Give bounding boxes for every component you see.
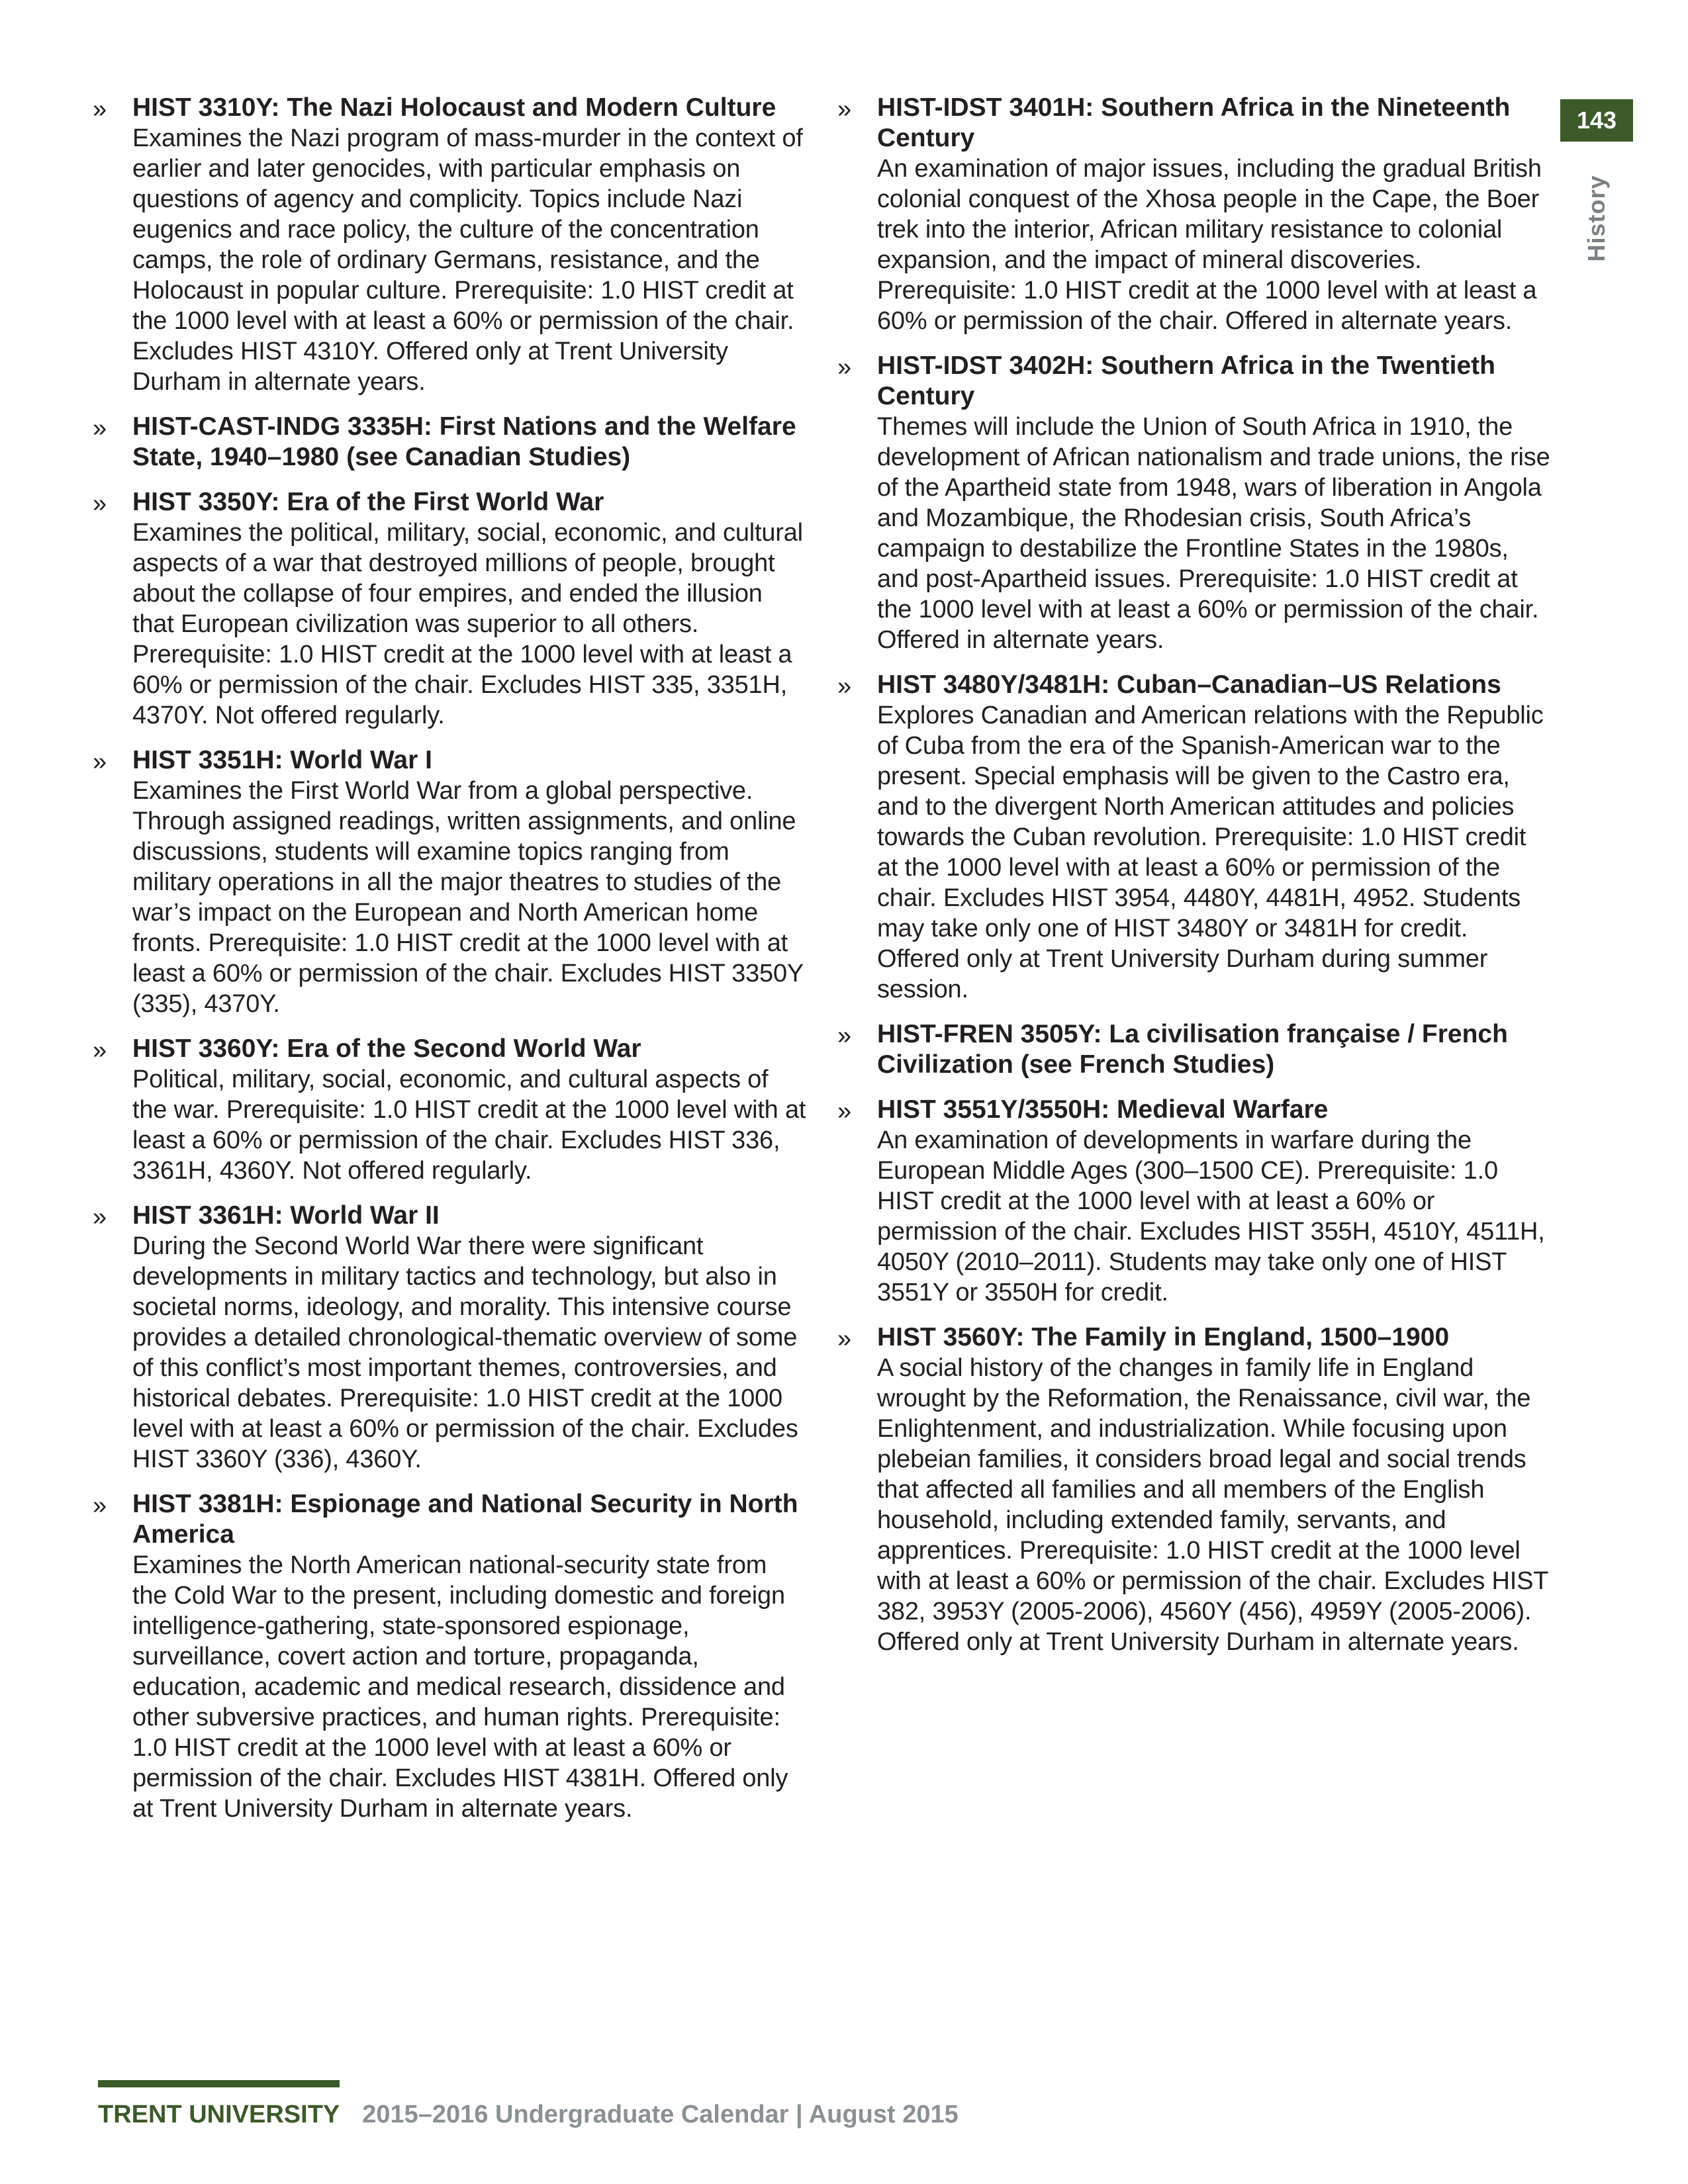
course-description: An examination of major issues, including the gradual British colonial conquest of the Xhosa people in the Cape, the Boer trek into the interior, African military resistance to colonial expansion, and the impact of mineral discoveries. Prerequisite: 1.0 HIST credit at the 1000 level with at least a 60% or permission of the chair. Offered in alternate years. (877, 155, 1542, 335)
course-entry (93, 93, 808, 397)
footer-rule (98, 2080, 340, 2087)
course-entry (837, 1019, 1552, 1080)
bullet-chevron-icon: » (93, 748, 107, 776)
right-column (837, 93, 1552, 1672)
course-title: HIST 3551Y/3550H: Medieval Warfare (877, 1095, 1329, 1124)
section-label: History (1583, 175, 1610, 262)
bullet-chevron-icon: » (837, 353, 852, 381)
course-description: During the Second World War there were significant developments in military tactics and technology, but also in societal norms, ideology, and morality. This intensive course provides a detailed chronological-thematic overview of some of this conflict’s most important themes, controversies, and historical debates. Prerequisite: 1.0 HIST credit at the 1000 level with at least a 60% or permission of the chair. Excludes HIST 3360Y (336), 4360Y. (132, 1232, 798, 1473)
page-number-badge: 143 (1560, 99, 1633, 142)
course-description: Themes will include the Union of South Africa in 1910, the development of African nationalism and trade unions, the rise of the Apartheid state from 1948, wars of liberation in Angola and Mozambique, the Rhodesian crisis, South Africa’s campaign to destabilize the Frontline States in the 1980s, and post-Apartheid issues. Prerequisite: 1.0 HIST credit at the 1000 level with at least a 60% or permission of the chair. Offered in alternate years. (877, 413, 1550, 654)
course-title: HIST-IDST 3401H: Southern Africa in the Nineteenth Century (877, 93, 1511, 152)
footer-calendar: 2015–2016 Undergraduate Calendar | August 2015 (362, 2101, 959, 2128)
course-title: HIST 3310Y: The Nazi Holocaust and Modern Culture (132, 93, 776, 122)
course-entry (837, 351, 1552, 655)
course-title: HIST-CAST-INDG 3335H: First Nations and the Welfare State, 1940–1980 (see Canadian Studies) (132, 412, 796, 471)
bullet-chevron-icon: » (93, 414, 107, 442)
course-description: Examines the North American national-security state from the Cold War to the present, including domestic and foreign intelligence-gathering, state-sponsored espionage, surveillance, covert action and torture, propaganda, education, academic and medical research, dissidence and other subversive practices, and human rights. Prerequisite: 1.0 HIST credit at the 1000 level with at least a 60% or permission of the chair. Excludes HIST 4381H. Offered only at Trent University Durham in alternate years. (132, 1551, 788, 1823)
bullet-chevron-icon: » (837, 1325, 852, 1353)
course-description: A social history of the changes in family life in England wrought by the Reformation, the Renaissance, civil war, the Enlightenment, and industrialization. While focusing upon plebeian families, it considers broad legal and social trends that affected all families and all members of the English household, including extended family, servants, and apprentices. Prerequisite: 1.0 HIST credit at the 1000 level with at least a 60% or permission of the chair. Excludes HIST 382, 3953Y (2005-2006), 4560Y (456), 4959Y (2005-2006). Offered only at Trent University Durham in alternate years. (877, 1354, 1548, 1656)
bullet-chevron-icon: » (93, 1203, 107, 1231)
course-title: HIST-FREN 3505Y: La civilisation française / French Civilization (see French Studies) (877, 1020, 1508, 1079)
course-title: HIST 3350Y: Era of the First World War (132, 488, 604, 516)
course-entry (837, 1322, 1552, 1657)
course-entry (837, 1095, 1552, 1308)
course-entry (93, 1201, 808, 1475)
course-entry (93, 487, 808, 731)
bullet-chevron-icon: » (93, 1492, 107, 1520)
bullet-chevron-icon: » (93, 1036, 107, 1064)
course-description: Examines the First World War from a global perspective. Through assigned readings, written assignments, and online discussions, students will examine topics ranging from military operations in all the major theatres to studies of the war’s impact on the European and North American home fronts. Prerequisite: 1.0 HIST credit at the 1000 level with at least a 60% or permission of the chair. Excludes HIST 3350Y (335), 4370Y. (132, 777, 804, 1018)
bullet-chevron-icon: » (837, 1022, 852, 1050)
course-entry (93, 1034, 808, 1186)
footer-university: TRENT UNIVERSITY (98, 2101, 340, 2128)
footer (98, 2098, 959, 2131)
bullet-chevron-icon: » (93, 490, 107, 518)
course-title: HIST 3351H: World War I (132, 746, 432, 774)
course-title: HIST 3560Y: The Family in England, 1500–1900 (877, 1323, 1450, 1351)
left-column (93, 93, 808, 1839)
bullet-chevron-icon: » (837, 1097, 852, 1125)
course-entry (93, 745, 808, 1019)
course-title: HIST 3361H: World War II (132, 1201, 440, 1230)
course-description: Examines the political, military, social, economic, and cultural aspects of a war that destroyed millions of people, brought about the collapse of four empires, and ended the illusion that European civilization was superior to all others. Prerequisite: 1.0 HIST credit at the 1000 level with at least a 60% or permission of the chair. Excludes HIST 335, 3351H, 4370Y. Not offered regularly. (132, 519, 803, 729)
course-description: Examines the Nazi program of mass-murder in the context of earlier and later genocides, with particular emphasis on questions of agency and complicity. Topics include Nazi eugenics and race policy, the culture of the concentration camps, the role of ordinary Germans, resistance, and the Holocaust in popular culture. Prerequisite: 1.0 HIST credit at the 1000 level with at least a 60% or permission of the chair. Excludes HIST 4310Y. Offered only at Trent University Durham in alternate years. (132, 124, 803, 396)
course-entry (837, 670, 1552, 1005)
course-description: Political, military, social, economic, and cultural aspects of the war. Prerequisite: 1.0 HIST credit at the 1000 level with at least a 60% or permission of the chair. Excludes HIST 336, 3361H, 4360Y. Not offered regularly. (132, 1066, 806, 1185)
course-title: HIST 3480Y/3481H: Cuban–Canadian–US Relations (877, 670, 1501, 699)
bullet-chevron-icon: » (837, 672, 852, 700)
course-entry (93, 1489, 808, 1824)
course-description: An examination of developments in warfare during the European Middle Ages (300–1500 CE). Prerequisite: 1.0 HIST credit at the 1000 level with at least a 60% or permission of the chair. Excludes HIST 355H, 4510Y, 4511H, 4050Y (2010–2011). Students may take only one of HIST 3551Y or 3550H for credit. (877, 1126, 1545, 1306)
course-title: HIST 3360Y: Era of the Second World War (132, 1034, 641, 1063)
course-title: HIST 3381H: Espionage and National Security in North America (132, 1490, 798, 1549)
course-description: Explores Canadian and American relations with the Republic of Cuba from the era of the Spanish-American war to the present. Special emphasis will be given to the Castro era, and to the divergent North American attitudes and policies towards the Cuban revolution. Prerequisite: 1.0 HIST credit at the 1000 level with at least a 60% or permission of the chair. Excludes HIST 3954, 4480Y, 4481H, 4952. Students may take only one of HIST 3480Y or 3481H for credit. Offered only at Trent University Durham during summer session. (877, 702, 1544, 1003)
bullet-chevron-icon: » (837, 95, 852, 123)
course-entry (93, 412, 808, 473)
course-entry (837, 93, 1552, 336)
bullet-chevron-icon: » (93, 95, 107, 123)
course-title: HIST-IDST 3402H: Southern Africa in the Twentieth Century (877, 351, 1495, 410)
